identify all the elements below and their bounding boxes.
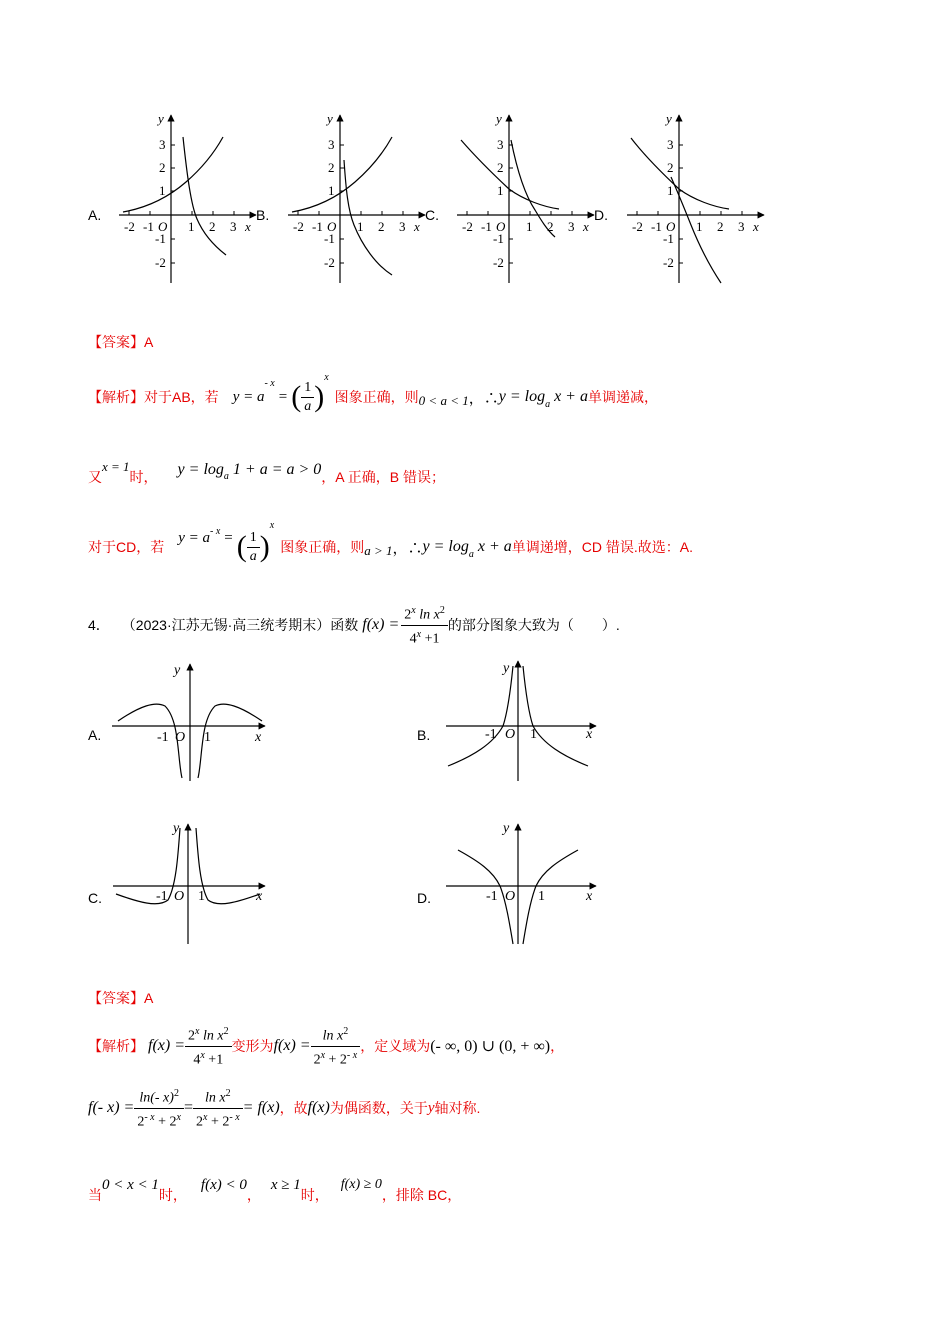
svg-text:2: 2 xyxy=(547,219,554,234)
analysis-text: 变形为 xyxy=(231,1038,274,1054)
function-name: f(x) = xyxy=(148,1037,185,1054)
q3-option-c-label[interactable]: C. xyxy=(425,207,439,223)
fraction-1-over-a: $\frac{1}{a}$ xyxy=(301,379,314,416)
answer-value: A xyxy=(144,990,154,1006)
svg-text:1: 1 xyxy=(696,219,703,234)
analysis-text: 时， xyxy=(158,1187,187,1203)
therefore-sign: ，∴ xyxy=(392,540,423,557)
svg-text:2: 2 xyxy=(667,160,674,175)
condition: f(x) < 0 xyxy=(200,1176,247,1193)
svg-text:y: y xyxy=(327,111,333,126)
svg-text:-2: -2 xyxy=(663,255,674,270)
svg-text:1: 1 xyxy=(667,183,674,198)
q3-analysis-line1: 【解析】 对于AB，若 y = a $^{- x}$ = ( $\frac{1}{a}$ ) $^x$ 图象正确，则 0 < a < 1 ，∴ y = log $_a$ x + a 单调递减， xyxy=(88,372,658,414)
svg-text:-1: -1 xyxy=(663,231,674,246)
analysis-text: 图象正确，则 xyxy=(280,539,365,555)
svg-text:-1: -1 xyxy=(485,727,497,742)
function-fraction: $\frac{2^x \ln x^2}{4^x +1}$ xyxy=(401,602,448,648)
svg-text:2: 2 xyxy=(497,160,504,175)
svg-text:-1: -1 xyxy=(481,219,492,234)
analysis-text: ， xyxy=(246,1187,261,1203)
svg-text:1: 1 xyxy=(328,183,335,198)
svg-text:1: 1 xyxy=(188,219,195,234)
q4-option-c-label[interactable]: C. xyxy=(88,890,102,906)
fraction-transformed: $\frac{\ln x^2}{2^x + 2^{- x}}$ xyxy=(311,1023,361,1069)
svg-text:x: x xyxy=(256,889,263,904)
function-name: f(x) = xyxy=(273,1037,311,1054)
svg-text:O: O xyxy=(327,219,337,234)
svg-text:1: 1 xyxy=(357,219,364,234)
condition: 0 < a < 1 xyxy=(418,393,469,408)
equals-sign: = xyxy=(224,529,233,546)
analysis-label: 【解析】 xyxy=(88,389,144,405)
svg-text:1: 1 xyxy=(530,727,537,742)
svg-text:3: 3 xyxy=(667,137,674,152)
svg-text:1: 1 xyxy=(526,219,533,234)
formula-y-ax: y = a xyxy=(178,529,211,546)
analysis-label: 【解析】 xyxy=(88,1038,144,1054)
svg-text:-1: -1 xyxy=(324,231,335,246)
svg-text:3: 3 xyxy=(230,219,237,234)
q3-analysis-line2 xyxy=(88,450,445,490)
condition: x = 1 xyxy=(102,459,130,474)
svg-text:3: 3 xyxy=(738,219,745,234)
svg-text:y: y xyxy=(174,663,181,678)
function-name: f(- x) = xyxy=(88,1099,135,1116)
svg-text:O: O xyxy=(666,219,676,234)
analysis-text: 当 xyxy=(88,1187,102,1203)
svg-text:y: y xyxy=(503,821,510,836)
question-number: 4． xyxy=(88,617,110,633)
analysis-text: 时， xyxy=(129,469,158,485)
condition: 0 < x < 1 xyxy=(102,1176,159,1193)
svg-text:1: 1 xyxy=(159,183,166,198)
answer-label: 【答案】 xyxy=(88,334,144,350)
q4-option-d-label[interactable]: D. xyxy=(417,890,431,906)
q3-graph-c xyxy=(457,111,594,283)
svg-text:x: x xyxy=(586,727,593,742)
svg-text:x: x xyxy=(255,730,262,745)
analysis-text: 单调递增，CD 错误.故选：A. xyxy=(511,539,693,555)
q4-analysis-line1 xyxy=(88,1023,564,1069)
log-value: 1 + a = a > 0 xyxy=(232,461,322,478)
fraction-neg: $\frac{\ln(- x)^2}{2^{- x} + 2^x}$ xyxy=(134,1085,184,1131)
svg-text:-1: -1 xyxy=(312,219,323,234)
q4-graph-a xyxy=(112,663,265,781)
formula-sup-x: x xyxy=(269,520,275,531)
svg-text:x: x xyxy=(586,889,593,904)
analysis-text: 时， xyxy=(300,1187,329,1203)
question-source: （2023·江苏无锡·高三统考期末）函数 xyxy=(121,617,359,633)
analysis-text: 单调递减， xyxy=(587,389,658,405)
svg-text:-1: -1 xyxy=(486,889,498,904)
formula-y-ax: y = a xyxy=(232,388,265,405)
q3-analysis-line3: 对于CD，若 y = a $^{- x}$ = ( $\frac{1}{a}$ ) $^x$ 图象正确，则 a > 1 ，∴ y = log $_a$ x + a 单调递增，CD 错误.故选：A. xyxy=(88,520,693,564)
condition: a > 1 xyxy=(364,543,393,558)
svg-text:O: O xyxy=(505,889,516,904)
q3-graph-a xyxy=(119,111,256,283)
formula-sup-x: x xyxy=(324,372,329,383)
q4-analysis-line3 xyxy=(88,1168,461,1208)
svg-text:O: O xyxy=(174,889,185,904)
svg-text:1: 1 xyxy=(204,730,211,745)
log-base: a xyxy=(468,549,474,560)
svg-text:1: 1 xyxy=(198,889,205,904)
log-arg: x + a xyxy=(477,538,512,555)
function-name: f(x) = xyxy=(362,616,400,633)
svg-text:-1: -1 xyxy=(143,219,154,234)
formula-sup: - x xyxy=(264,378,275,389)
svg-text:-2: -2 xyxy=(462,219,473,234)
q3-option-a-label[interactable]: A. xyxy=(88,207,102,223)
svg-text:3: 3 xyxy=(399,219,406,234)
svg-text:y: y xyxy=(503,661,510,676)
fraction-1-over-a: $\frac{1}{a}$ xyxy=(247,529,260,566)
svg-text:2: 2 xyxy=(717,219,724,234)
svg-text:-1: -1 xyxy=(493,231,504,246)
svg-text:y: y xyxy=(173,821,180,836)
svg-text:O: O xyxy=(496,219,506,234)
log-formula: y = log xyxy=(422,538,469,555)
question-stem-tail: 的部分图象大致为（ ）. xyxy=(447,617,620,633)
log-arg: x + a xyxy=(554,388,588,405)
svg-text:x: x xyxy=(753,219,759,234)
svg-text:y: y xyxy=(496,111,502,126)
condition: x ≥ 1 xyxy=(270,1176,301,1193)
analysis-text: 图象正确，则 xyxy=(334,389,419,405)
svg-text:2: 2 xyxy=(159,160,166,175)
log-formula: y = log xyxy=(177,461,224,478)
svg-text:y: y xyxy=(158,111,164,126)
q4-graph-c xyxy=(113,821,265,944)
analysis-text: 对于CD，若 xyxy=(88,539,165,555)
analysis-text: ，定义域为 xyxy=(360,1038,431,1054)
function-name: = f(x) xyxy=(242,1099,280,1116)
function-name: f(x) xyxy=(307,1099,330,1116)
svg-text:3: 3 xyxy=(328,137,335,152)
q3-option-d-label[interactable]: D. xyxy=(594,207,608,223)
svg-text:y: y xyxy=(666,111,672,126)
q4-graph-d xyxy=(446,821,596,944)
svg-text:-2: -2 xyxy=(155,255,166,270)
therefore-sign: ，∴ xyxy=(468,390,499,407)
analysis-text: 轴对称. xyxy=(434,1100,481,1116)
svg-text:-2: -2 xyxy=(324,255,335,270)
svg-text:x: x xyxy=(583,219,589,234)
svg-text:2: 2 xyxy=(328,160,335,175)
q4-answer xyxy=(88,988,153,1008)
analysis-text: ，故 xyxy=(279,1100,308,1116)
q4-option-b-label[interactable]: B. xyxy=(417,727,431,743)
q3-answer xyxy=(88,332,153,352)
q4-stem xyxy=(88,602,620,648)
q3-option-b-label[interactable]: B. xyxy=(256,207,270,223)
svg-text:O: O xyxy=(158,219,168,234)
svg-text:-1: -1 xyxy=(651,219,662,234)
q4-graphs xyxy=(0,650,950,960)
q3a-x-tick: -2 xyxy=(124,219,135,234)
log-base: a xyxy=(223,471,229,482)
svg-text:-1: -1 xyxy=(157,730,169,745)
q3-graph-b xyxy=(288,111,425,283)
q4-option-a-label[interactable]: A. xyxy=(88,727,102,743)
y-axis-var: y xyxy=(427,1099,435,1116)
svg-text:3: 3 xyxy=(497,137,504,152)
analysis-text: 为偶函数，关于 xyxy=(329,1100,428,1116)
svg-text:-2: -2 xyxy=(293,219,304,234)
analysis-text: 又 xyxy=(88,469,102,485)
svg-text:O: O xyxy=(175,730,186,745)
svg-text:3: 3 xyxy=(159,137,166,152)
svg-text:-1: -1 xyxy=(156,889,168,904)
svg-text:x: x xyxy=(245,219,251,234)
equals-sign: = xyxy=(183,1099,193,1116)
analysis-text: 对于AB，若 xyxy=(144,389,219,405)
svg-text:2: 2 xyxy=(378,219,385,234)
fraction-pos: $\frac{\ln x^2}{2^x + 2^{- x}}$ xyxy=(193,1085,243,1131)
q4-analysis-line2 xyxy=(88,1085,480,1131)
q3-graph-d xyxy=(627,111,764,283)
log-base: a xyxy=(545,399,551,410)
svg-text:2: 2 xyxy=(209,219,216,234)
analysis-text: ， xyxy=(550,1038,565,1054)
q4-graph-b xyxy=(446,661,596,781)
fraction-original: $\frac{2^x \ln x^2}{4^x +1}$ xyxy=(185,1023,232,1069)
answer-label: 【答案】 xyxy=(88,990,144,1006)
equals-sign: = xyxy=(278,388,288,405)
svg-text:-2: -2 xyxy=(493,255,504,270)
svg-text:1: 1 xyxy=(538,889,545,904)
formula-sup: - x xyxy=(210,526,221,537)
svg-text:x: x xyxy=(414,219,420,234)
svg-text:3: 3 xyxy=(568,219,575,234)
analysis-text: ，排除 BC， xyxy=(381,1187,462,1203)
svg-text:-1: -1 xyxy=(155,231,166,246)
analysis-text: ，A 正确，B 错误； xyxy=(321,469,445,485)
log-formula: y = log xyxy=(498,388,546,405)
condition: f(x) ≥ 0 xyxy=(340,1177,382,1192)
svg-text:-2: -2 xyxy=(632,219,643,234)
svg-text:1: 1 xyxy=(497,183,504,198)
domain-interval: (- ∞, 0) ∪ (0, + ∞) xyxy=(430,1038,551,1055)
svg-text:O: O xyxy=(505,727,516,742)
answer-value: A xyxy=(144,334,154,350)
q3-graphs xyxy=(0,0,950,320)
